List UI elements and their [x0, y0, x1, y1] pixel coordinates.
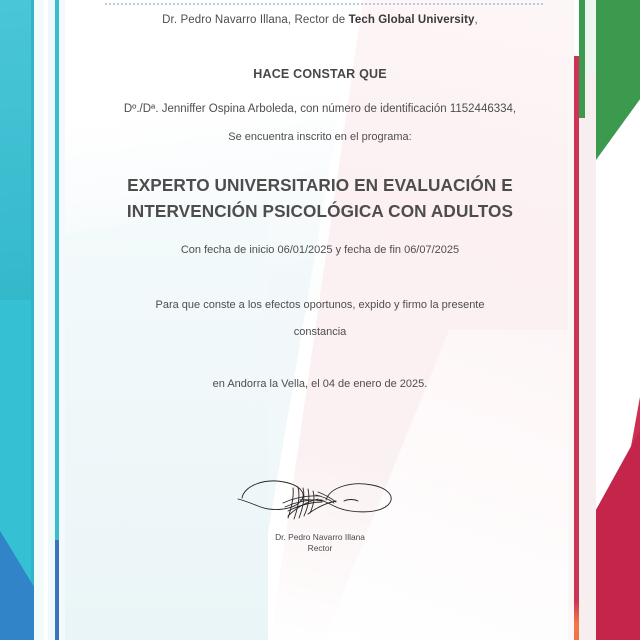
- left-band-field: [59, 0, 65, 640]
- closing-line-1: Para que conste a los efectos oportunos, expido y firmo la presente: [155, 299, 485, 311]
- rector-intro-line: [70, 14, 570, 26]
- signature-name: Dr. Pedro Navarro Illana: [275, 532, 365, 542]
- rector-intro-prefix: Dr. Pedro Navarro Illana, Rector de: [162, 14, 349, 26]
- program-title: EXPERTO UNIVERSITARIO EN EVALUACIÓN E INTERVENCIÓN PSICOLÓGICA CON ADULTOS: [126, 175, 514, 221]
- left-blue-line: [55, 540, 59, 640]
- left-band-white-inner: [48, 0, 55, 640]
- institution-name: Tech Global University: [348, 14, 475, 26]
- recipient-line: Dº./Dª. Jenniffer Ospina Arboleda, con número de identificación 1152446334,: [123, 103, 517, 115]
- signature-role: Rector: [307, 543, 333, 553]
- declaration-heading: HACE CONSTAR QUE: [253, 67, 387, 81]
- right-band-green-thin: [579, 0, 585, 118]
- left-band-teal-shade: [0, 0, 31, 300]
- left-band-white: [34, 0, 44, 640]
- place-and-date-line: en Andorra la Vella, el 04 de enero de 2025.: [212, 378, 428, 390]
- program-dates-line: Con fecha de inicio 06/01/2025 y fecha de fin 06/07/2025: [180, 244, 460, 256]
- signature-block: [70, 470, 570, 554]
- certificate-content: [70, 0, 570, 640]
- enrollment-line: Se encuentra inscrito en el programa:: [228, 131, 412, 143]
- handwritten-signature-icon: [230, 470, 410, 530]
- rector-intro-suffix: ,: [474, 14, 478, 26]
- right-band-crimson-thin: [574, 56, 579, 640]
- right-band-orange-accent: [574, 600, 579, 640]
- closing-line-2: constancia: [293, 326, 347, 338]
